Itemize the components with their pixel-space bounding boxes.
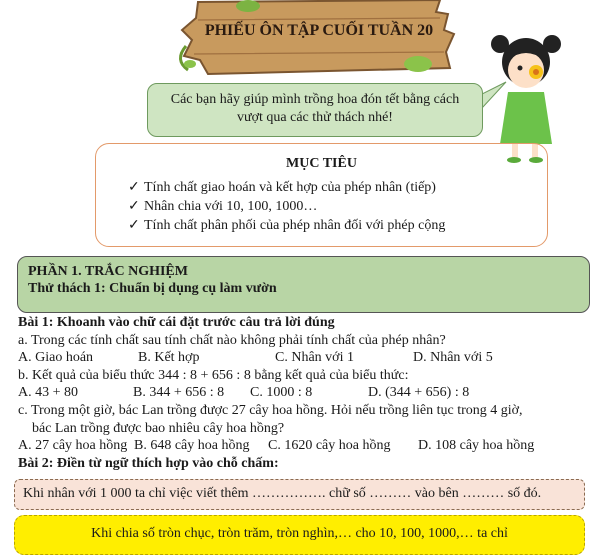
options-a — [18, 349, 598, 367]
option[interactable]: C. 1620 cây hoa hồng — [268, 438, 391, 454]
goals-title: MỤC TIÊU — [286, 156, 357, 171]
goal-text: Tính chất giao hoán và kết hợp của phép nhân (tiếp) — [144, 180, 436, 195]
option[interactable]: A. 43 + 80 — [18, 385, 79, 401]
challenge-title: Thử thách 1: Chuẩn bị dụng cụ làm vườn — [28, 281, 277, 296]
goal-item — [128, 197, 547, 216]
option[interactable]: B. 648 cây hoa hồng — [134, 438, 250, 454]
check-icon: ✓ — [128, 218, 140, 233]
option[interactable]: A. 27 cây hoa hồng — [18, 438, 128, 454]
option[interactable]: A. Giao hoán — [18, 350, 94, 366]
option[interactable]: C. 1000 : 8 — [250, 385, 313, 401]
options-c — [18, 437, 598, 455]
part1-header — [17, 256, 590, 313]
bai1-title: Bài 1: Khoanh vào chữ cái đặt trước câu trả lời đúng — [18, 315, 335, 330]
bai2-title: Bài 2: Điền từ ngữ thích hợp vào chỗ chấm: — [18, 455, 279, 471]
goal-text: Tính chất phân phối của phép nhân đối với phép cộng — [144, 218, 446, 233]
option[interactable]: D. Nhân với 5 — [413, 350, 493, 366]
bubble-line-1: Các bạn hãy giúp mình trồng hoa đón tết bằng cách — [170, 92, 460, 107]
goals-box — [95, 143, 548, 247]
worksheet-title: PHIẾU ÔN TẬP CUỐI TUẦN 20 — [204, 22, 434, 39]
options-b — [18, 384, 598, 402]
bubble-line-2: vượt qua các thử thách nhé! — [237, 110, 393, 125]
question-c-cont: bác Lan trồng được bao nhiêu cây hoa hồng? — [32, 420, 285, 436]
question-b: b. Kết quả của biểu thức 344 : 8 + 656 : 8 bằng kết quả của biểu thức: — [18, 367, 409, 383]
option[interactable]: B. 344 + 656 : 8 — [133, 385, 225, 401]
fill-in-box-2[interactable]: Khi chia số tròn chục, tròn trăm, tròn nghìn,… cho 10, 100, 1000,… ta chỉ — [14, 515, 585, 555]
question-a: a. Trong các tính chất sau tính chất nào không phải tính chất của phép nhân? — [18, 332, 446, 348]
question-c: c. Trong một giờ, bác Lan trồng được 27 cây hoa hồng. Hỏi nếu trồng liên tục trong 4 giờ, — [18, 402, 523, 418]
speech-bubble — [147, 83, 483, 137]
goal-item — [128, 216, 547, 235]
option[interactable]: B. Kết hợp — [138, 350, 200, 366]
option[interactable]: D. 108 cây hoa hồng — [418, 438, 535, 454]
option[interactable]: D. (344 + 656) : 8 — [368, 385, 470, 401]
part1-title: PHẦN 1. TRẮC NGHIỆM — [28, 264, 188, 279]
exercise-1 — [18, 314, 598, 472]
goal-text: Nhân chia với 10, 100, 1000… — [144, 199, 318, 214]
check-icon: ✓ — [128, 199, 140, 214]
goal-item — [128, 178, 547, 197]
option[interactable]: C. Nhân với 1 — [275, 350, 354, 366]
wooden-sign-image — [178, 0, 460, 80]
fill-in-box-1[interactable]: Khi nhân với 1 000 ta chỉ việc viết thêm ……………. chữ số ……… vào bên ……… số đó. — [14, 479, 585, 510]
check-icon: ✓ — [128, 180, 140, 195]
